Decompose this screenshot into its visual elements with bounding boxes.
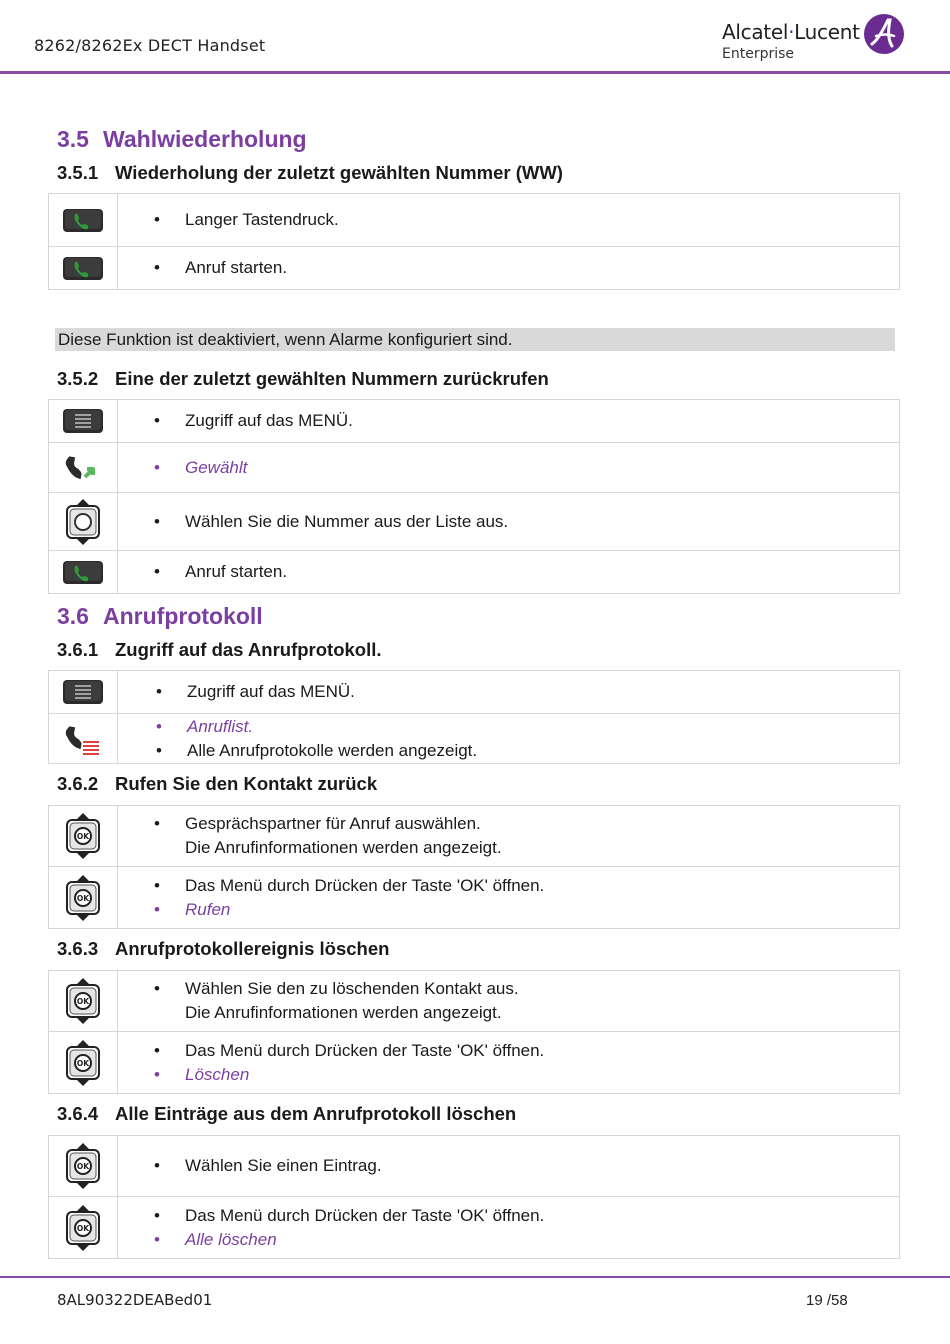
svg-text:OK: OK <box>76 893 90 903</box>
menu-key-icon <box>49 671 118 714</box>
table-row <box>49 493 900 551</box>
steps-table-3-5-2 <box>48 399 900 594</box>
table-row <box>49 247 900 290</box>
svg-text:OK: OK <box>76 832 90 841</box>
step-text: • Zugriff auf das MENÜ. <box>154 409 899 433</box>
subsection-heading-3-6-3: 3.6.3 Anrufprotokollereignis löschen <box>57 938 390 959</box>
ok-navigator-icon <box>49 806 118 867</box>
step-text: • Langer Tastendruck. <box>154 208 899 232</box>
document-id: 8AL90322DEABed01 <box>57 1291 213 1309</box>
menu-option-gewaehlt: • Gewählt <box>154 456 899 480</box>
logo-subtitle: Enterprise <box>722 46 795 62</box>
header-rule <box>0 71 950 74</box>
subsection-heading-3-6-2: 3.6.2 Rufen Sie den Kontakt zurück <box>57 773 378 794</box>
section-heading-3-5: 3.5 Wahlwiederholung <box>57 126 307 152</box>
table-row <box>49 1197 900 1259</box>
table-row <box>49 714 900 764</box>
step-text: • Wählen Sie einen Eintrag. <box>154 1154 899 1178</box>
menu-key-icon <box>49 400 118 443</box>
table-row <box>49 400 900 443</box>
table-row <box>49 551 900 594</box>
subsection-heading-3-6-4: 3.6.4 Alle Einträge aus dem Anrufprotokoll löschen <box>57 1103 517 1124</box>
step-text: • Gesprächspartner für Anruf auswählen. <box>154 812 899 836</box>
step-text: • Wählen Sie die Nummer aus der Liste aus. <box>154 510 899 534</box>
call-key-icon <box>49 551 118 594</box>
table-row <box>49 1032 900 1094</box>
document-header-title: 8262/8262Ex DECT Handset <box>34 36 266 55</box>
step-text: • Anruf starten. <box>154 560 899 584</box>
footer-rule <box>0 1276 950 1278</box>
subsection-heading-3-5-2: 3.5.2 Eine der zuletzt gewählten Nummern zurückrufen <box>57 368 549 389</box>
step-text: • Wählen Sie den zu löschenden Kontakt aus. <box>154 977 899 1001</box>
step-subtext: Die Anrufinformationen werden angezeigt. <box>185 1003 502 1022</box>
menu-option-loeschen: • Löschen <box>154 1063 899 1087</box>
svg-text:OK: OK <box>76 1058 90 1068</box>
table-row <box>49 671 900 714</box>
step-text: • Anruf starten. <box>154 256 899 280</box>
info-note: Diese Funktion ist deaktiviert, wenn Alarme konfiguriert sind. <box>55 328 895 351</box>
steps-table-3-6-4 <box>48 1135 900 1259</box>
subsection-heading-3-5-1: 3.5.1 Wiederholung der zuletzt gewählten Nummer (WW) <box>57 162 563 183</box>
steps-table-3-5-1 <box>48 193 900 290</box>
call-key-icon <box>49 194 118 247</box>
table-row <box>49 443 900 493</box>
steps-table-3-6-1 <box>48 670 900 764</box>
ok-navigator-icon <box>49 1197 118 1259</box>
svg-text:OK: OK <box>76 1223 90 1233</box>
subsection-heading-3-6-1: 3.6.1 Zugriff auf das Anrufprotokoll. <box>57 639 382 660</box>
company-logo <box>720 14 910 66</box>
svg-text:OK: OK <box>76 997 90 1006</box>
dialed-calls-icon <box>49 443 118 493</box>
step-text: • Das Menü durch Drücken der Taste 'OK' öffnen. <box>154 1039 899 1063</box>
step-text: • Zugriff auf das MENÜ. <box>156 680 899 704</box>
steps-table-3-6-2 <box>48 805 900 929</box>
table-row <box>49 806 900 867</box>
navigator-icon <box>49 493 118 551</box>
ok-navigator-icon <box>49 867 118 929</box>
step-subtext: Die Anrufinformationen werden angezeigt. <box>185 838 502 857</box>
table-row <box>49 971 900 1032</box>
table-row <box>49 867 900 929</box>
step-text: • Das Menü durch Drücken der Taste 'OK' öffnen. <box>154 1204 899 1228</box>
svg-text:OK: OK <box>76 1162 90 1171</box>
logo-name: Alcatel·Lucent <box>722 20 860 44</box>
step-text: • Das Menü durch Drücken der Taste 'OK' öffnen. <box>154 874 899 898</box>
table-row <box>49 194 900 247</box>
call-log-icon <box>49 714 118 764</box>
ok-navigator-icon <box>49 1032 118 1094</box>
page-number: 19 /58 <box>806 1292 848 1309</box>
ok-navigator-icon <box>49 971 118 1032</box>
table-row <box>49 1136 900 1197</box>
menu-option-alle-loeschen: • Alle löschen <box>154 1228 899 1252</box>
logo-mark-icon <box>864 14 904 54</box>
menu-option-rufen: • Rufen <box>154 898 899 922</box>
steps-table-3-6-3 <box>48 970 900 1094</box>
menu-option-anruflist: • Anruflist. <box>156 715 899 739</box>
section-heading-3-6: 3.6 Anrufprotokoll <box>57 603 263 629</box>
call-key-icon <box>49 247 118 290</box>
ok-navigator-icon <box>49 1136 118 1197</box>
step-text: • Alle Anrufprotokolle werden angezeigt. <box>156 739 899 763</box>
